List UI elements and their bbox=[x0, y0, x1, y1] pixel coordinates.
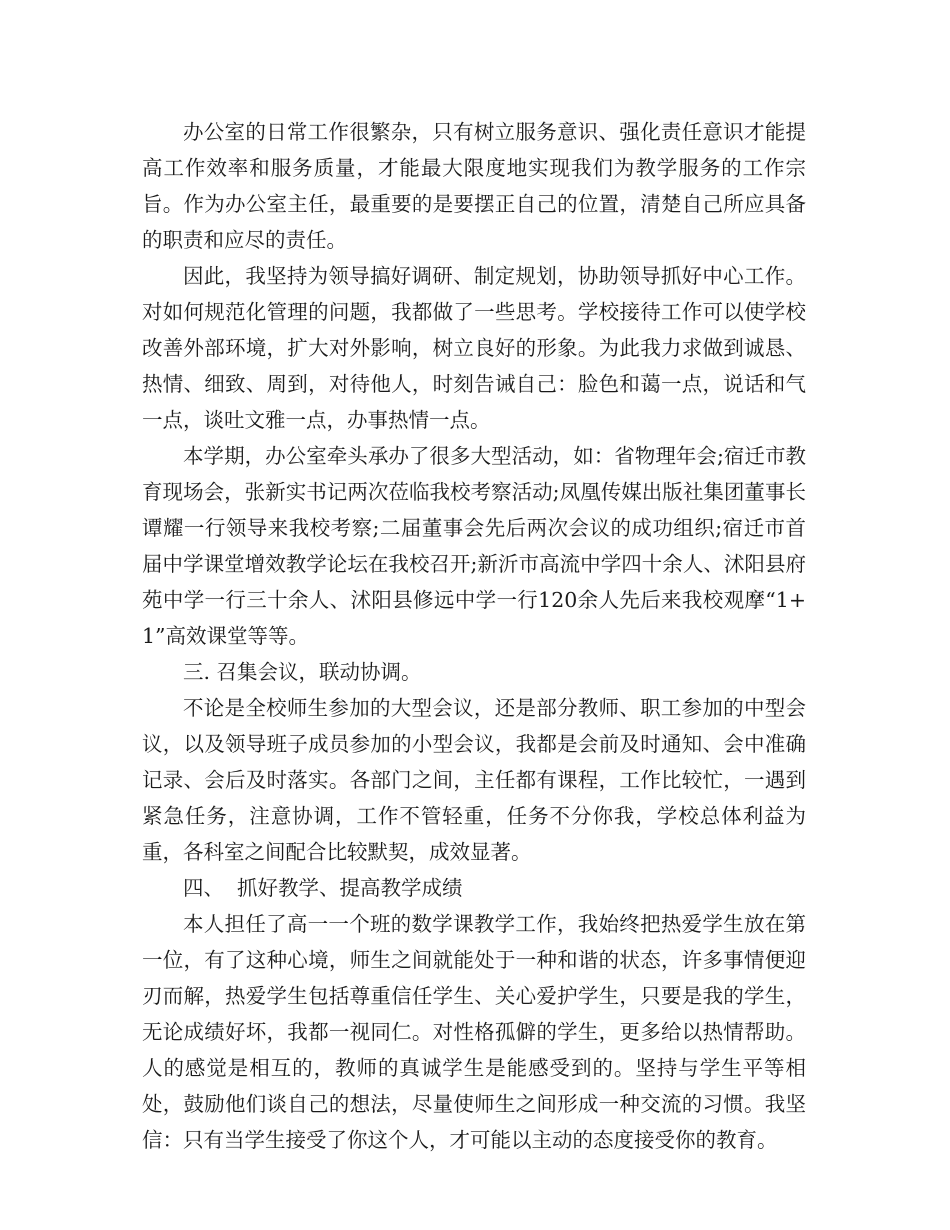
paragraph-teaching: 本人担任了高一一个班的数学课教学工作，我始终把热爱学生放在第一位，有了这种心境，师生之间就能处于一种和谐的状态，许多事情便迎刃而解，热爱学生包括尊重信任学生、关心爱护学生，只要是我的学生，无论成绩好坏，我都一视同仁。对性格孤僻的学生，更多给以热情帮助。人的感觉是相互的，教师的真诚学生是能感受到的。坚持与学生平等相处，鼓励他们谈自己的想法，尽量使师生之间形成一种交流的习惯。我坚信：只有当学生接受了你这个人，才可能以主动的态度接受你的教育。 bbox=[142, 912, 806, 1152]
section-heading-meetings: 三. 召集会议，联动协调。 bbox=[183, 660, 422, 684]
section-heading-teaching: 四、 抓好教学、提高教学成绩 bbox=[183, 876, 463, 900]
paragraph-major-events: 本学期，办公室牵头承办了很多大型活动，如：省物理年会;宿迁市教育现场会，张新实书记两次莅临我校考察活动;凤凰传媒出版社集团董事长谭耀一行领导来我校考察;二届董事会先后两次会议的成功组织;宿迁市首届中学课堂增效教学论坛在我校召开;新沂市高流中学四十余人、沭阳县府苑中学一行三十余人、沭阳县修远中学一行120余人先后来我校观摩“1+1”高效课堂等等。 bbox=[142, 444, 806, 648]
paragraph-office-duties: 办公室的日常工作很繁杂，只有树立服务意识、强化责任意识才能提高工作效率和服务质量，才能最大限度地实现我们为教学服务的工作宗旨。作为办公室主任，最重要的是要摆正自己的位置，清楚自己所应具备的职责和应尽的责任。 bbox=[142, 120, 806, 252]
paragraph-meetings: 不论是全校师生参加的大型会议，还是部分教师、职工参加的中型会议，以及领导班子成员参加的小型会议，我都是会前及时通知、会中准确记录、会后及时落实。各部门之间，主任都有课程，工作比较忙，一遇到紧急任务，注意协调，工作不管轻重，任务不分你我，学校总体利益为重，各科室之间配合比较默契，成效显著。 bbox=[142, 696, 806, 864]
paragraph-leadership-support: 因此，我坚持为领导搞好调研、制定规划，协助领导抓好中心工作。对如何规范化管理的问题，我都做了一些思考。学校接待工作可以使学校改善外部环境，扩大对外影响，树立良好的形象。为此我力求做到诚恳、热情、细致、周到，对待他人，时刻告诫自己：脸色和蔼一点，说话和气一点，谈吐文雅一点，办事热情一点。 bbox=[142, 264, 806, 432]
document-body bbox=[142, 114, 806, 1158]
